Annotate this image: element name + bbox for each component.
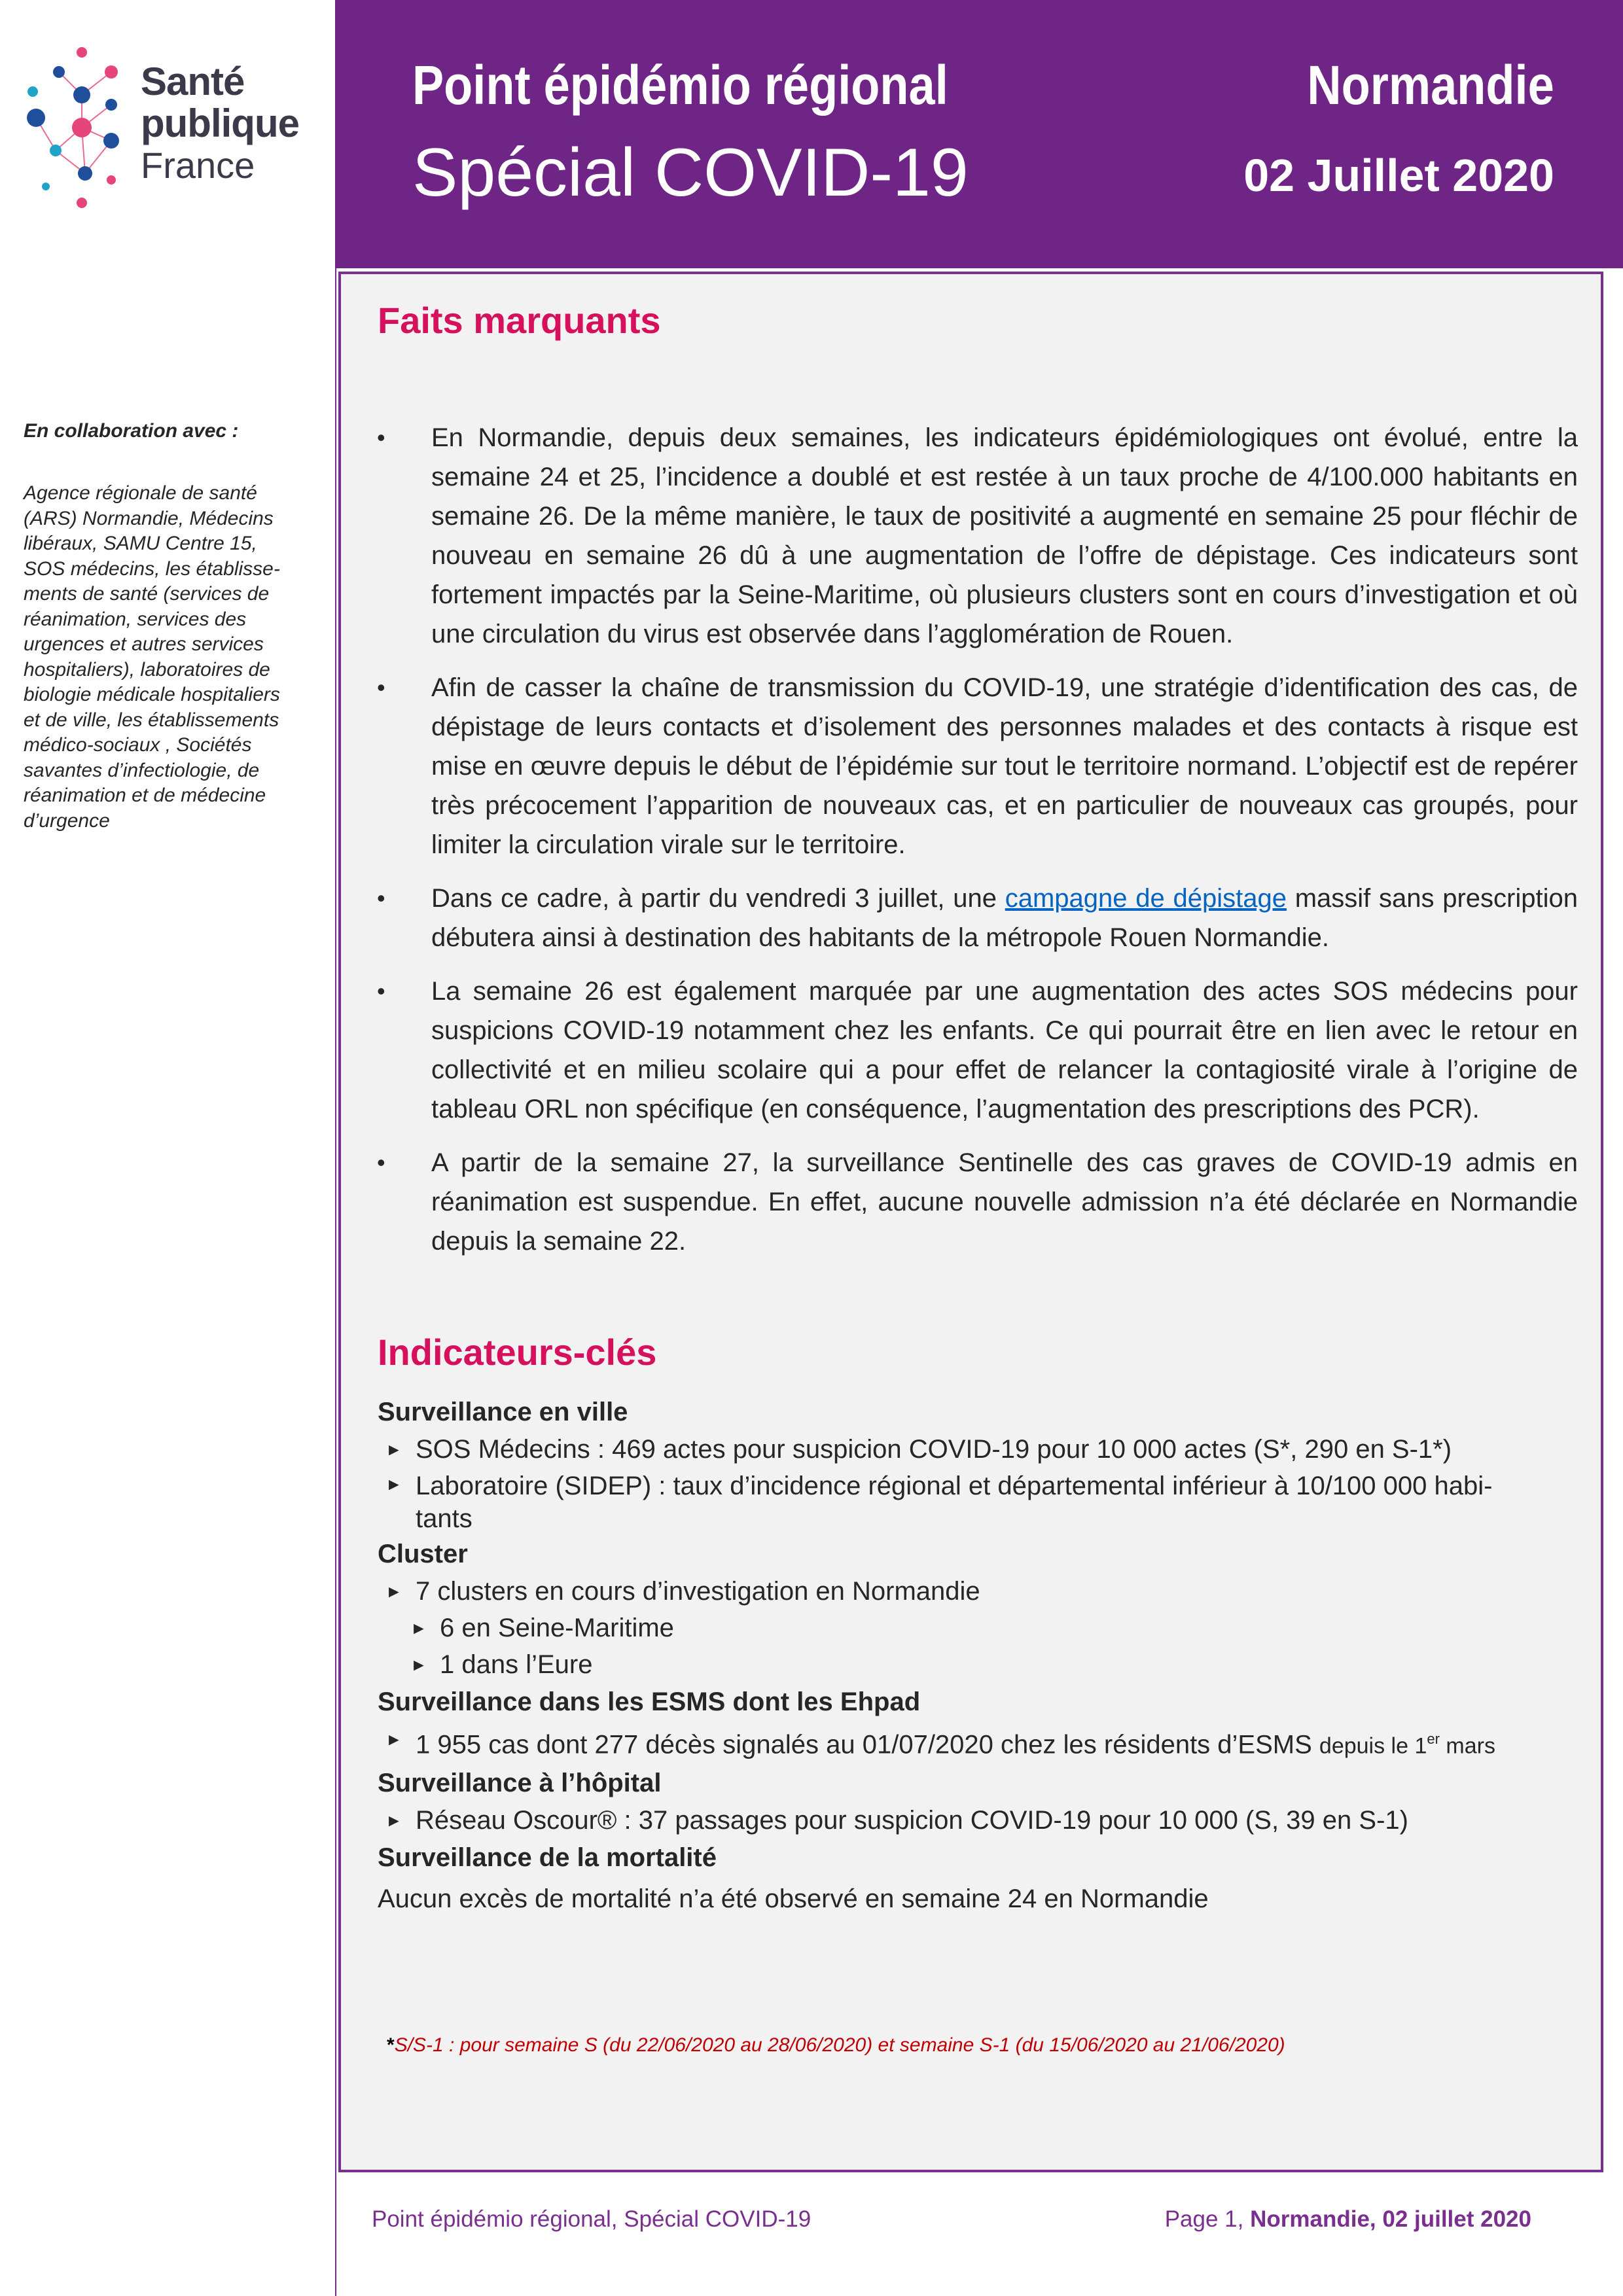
footer-left: Point épidémio régional, Spécial COVID-19: [372, 2206, 812, 2232]
collab-line: savantes d’infectiologie, de: [24, 759, 260, 781]
collab-line: réanimation et de médecine: [24, 785, 266, 806]
indicator-item: [378, 1721, 1582, 1764]
footnote-text: S/S-1 : pour semaine S (du 22/06/2020 au 28/06/2020) et semaine S-1 (du 15/06/2020 au 21/06/2020): [394, 2034, 1285, 2056]
mortalite-heading: Surveillance de la mortalité: [378, 1843, 717, 1873]
triangle-bullet-icon: ►: [385, 1581, 402, 1601]
indicator-text: 1 dans l’Eure: [440, 1650, 593, 1679]
collab-line: ments de santé (services de: [24, 583, 270, 605]
logo-line-2: publique: [141, 101, 299, 145]
indicator-text: Laboratoire (SIDEP) : taux d’incidence régional et départemental inférieur à 10/100 000 habi-: [416, 1472, 1493, 1500]
faits-list: [377, 418, 1578, 1275]
indicator-subitem: [378, 1646, 1582, 1683]
faits-item-text-post: massif sans prescription débutera ainsi à destination des habitants de la métropole Rouen Normandie.: [431, 884, 1578, 952]
superscript: er: [1427, 1731, 1440, 1747]
collab-line: médico-sociaux , Sociétés: [24, 734, 252, 756]
faits-item: [377, 879, 1578, 957]
collab-line: biologie médicale hospitaliers: [24, 684, 280, 705]
collab-line: Agence régionale de santé: [24, 482, 257, 504]
logo-line-1: Santé: [141, 60, 245, 103]
footer-right: [1165, 2206, 1531, 2233]
bullet-icon: •: [377, 674, 385, 701]
collab-line: hospitaliers), laboratoires de: [24, 658, 270, 680]
spf-logo: [20, 43, 321, 219]
faits-item-text: En Normandie, depuis deux semaines, les indicateurs épidémiologiques ont évolué, entre la semaine 24 et 25, l’incidence a doublé et est restée à un taux proche de 4/100.000 habitants en semaine 26. De la même manière, le taux de positivité a augmenté en semaine 25 pour fléchir de nouveau en semaine 26 dû à une augmentation de l’offre de dépistage. Ces indicateurs sont fortement impactés par la Seine-Maritime, où plusieurs clusters sont en cours d’investigation et où une circulation du virus est observée dans l’agglomération de Rouen.: [431, 423, 1578, 648]
collab-line: d’urgence: [24, 809, 110, 832]
indicateurs-title: Indicateurs-clés: [378, 1332, 657, 1373]
indicator-text: 6 en Seine-Maritime: [440, 1614, 674, 1642]
mortalite-text: Aucun excès de mortalité n’a été observé en semaine 24 en Normandie: [378, 1884, 1209, 1914]
collab-line: urgences et autres services: [24, 633, 264, 655]
bullet-icon: •: [377, 978, 385, 1004]
bullet-icon: •: [377, 1149, 385, 1176]
collab-title: En collaboration avec :: [24, 420, 239, 442]
indicator-item: [378, 1802, 1582, 1839]
sidebar: [0, 268, 335, 923]
bulletin-subtitle: Spécial COVID-19: [412, 135, 969, 211]
indicator-subitem: [378, 1610, 1582, 1646]
faits-item: [377, 418, 1578, 654]
ville-heading: Surveillance en ville: [378, 1398, 628, 1426]
faits-item-text: Afin de casser la chaîne de transmission du COVID-19, une stratégie d’identification des cas, de dépistage de leurs contacts et d’isolement des personnes malades et des contacts à risque est mise en œuvre depuis le début de l’épidémie sur tout le territoire normand. L’objectif est de repérer très précocement l’apparition de nouveaux cas, et en particulier de nouveaux cas groupés, pour limiter la circulation virale sur le territoire.: [431, 673, 1578, 859]
footer-region-date: Normandie, 02 juillet 2020: [1250, 2206, 1531, 2232]
collab-text: [24, 481, 315, 834]
footer-page: Page 1,: [1164, 2206, 1251, 2232]
indicator-small-text: depuis le 1: [1319, 1733, 1427, 1759]
logo-dots-icon: [20, 43, 131, 213]
triangle-bullet-icon: ►: [410, 1618, 427, 1638]
indicator-text: 1 955 cas dont 277 décès signalés au 01/07/2020 chez les résidents d’ESMS: [416, 1730, 1312, 1759]
collab-line: SOS médecins, les établisse-: [24, 557, 280, 580]
collab-line: libéraux, SAMU Centre 15,: [24, 533, 257, 554]
indicator-text-cont: tants: [416, 1504, 473, 1533]
indicateurs-list: [378, 1393, 1582, 1921]
sidebar-divider: [335, 268, 336, 2296]
faits-item-text: A partir de la semaine 27, la surveillance Sentinelle des cas graves de COVID-19 admis en réanimation est suspendue. En effet, aucune nouvelle admission n’a été déclarée en Normandie depuis la semaine 22.: [431, 1148, 1578, 1256]
main-content-box: [338, 272, 1603, 2172]
faits-item-text: La semaine 26 est également marquée par une augmentation des actes SOS médecins pour suspicions COVID-19 notamment chez les enfants. Ce qui pourrait être en lien avec le retour en collectivité et en milieu scolaire qui a pour effet de relancer la contagiosité virale à l’origine de tableau ORL non spécifique (en conséquence, l’augmentation des prescriptions des PCR).: [431, 977, 1578, 1123]
bulletin-title: Point épidémio régional: [412, 54, 948, 116]
faits-item: [377, 972, 1578, 1129]
collab-line: (ARS) Normandie, Médecins: [24, 507, 274, 529]
triangle-bullet-icon: ►: [410, 1655, 427, 1674]
faits-item-text-pre: Dans ce cadre, à partir du vendredi 3 juillet, une: [431, 884, 1005, 913]
indicator-item: [378, 1431, 1582, 1468]
bulletin-date: 02 Juillet 2020: [1243, 150, 1554, 201]
indicator-small-text: mars: [1439, 1733, 1495, 1759]
indicator-text: 7 clusters en cours d’investigation en Normandie: [416, 1577, 980, 1606]
triangle-bullet-icon: ►: [385, 1729, 402, 1749]
logo-line-3: France: [141, 145, 255, 186]
region-name: Normandie: [1307, 54, 1554, 116]
header-banner: [335, 0, 1623, 268]
triangle-bullet-icon: ►: [385, 1439, 402, 1459]
esms-heading: Surveillance dans les ESMS dont les Ehpad: [378, 1687, 921, 1716]
footnote-star: *: [387, 2034, 395, 2056]
faits-item: [377, 668, 1578, 864]
triangle-bullet-icon: ►: [385, 1474, 402, 1494]
collab-line: réanimation, services des: [24, 608, 247, 630]
faits-item: [377, 1143, 1578, 1261]
footnote: [387, 2034, 1285, 2057]
indicator-item: [378, 1573, 1582, 1610]
indicator-text: SOS Médecins : 469 actes pour suspicion COVID-19 pour 10 000 actes (S*, 290 en S-1*): [416, 1435, 1452, 1464]
bullet-icon: •: [377, 885, 385, 911]
hopital-heading: Surveillance à l’hôpital: [378, 1769, 662, 1798]
collab-line: et de ville, les établissements: [24, 709, 279, 731]
faits-marquants-title: Faits marquants: [378, 300, 661, 341]
indicator-text: Réseau Oscour® : 37 passages pour suspicion COVID-19 pour 10 000 (S, 39 en S-1): [416, 1806, 1408, 1835]
bullet-icon: •: [377, 424, 385, 451]
cluster-heading: Cluster: [378, 1540, 468, 1568]
triangle-bullet-icon: ►: [385, 1810, 402, 1831]
campagne-depistage-link[interactable]: campagne de dépistage: [1005, 884, 1287, 913]
indicator-item: [378, 1468, 1582, 1535]
